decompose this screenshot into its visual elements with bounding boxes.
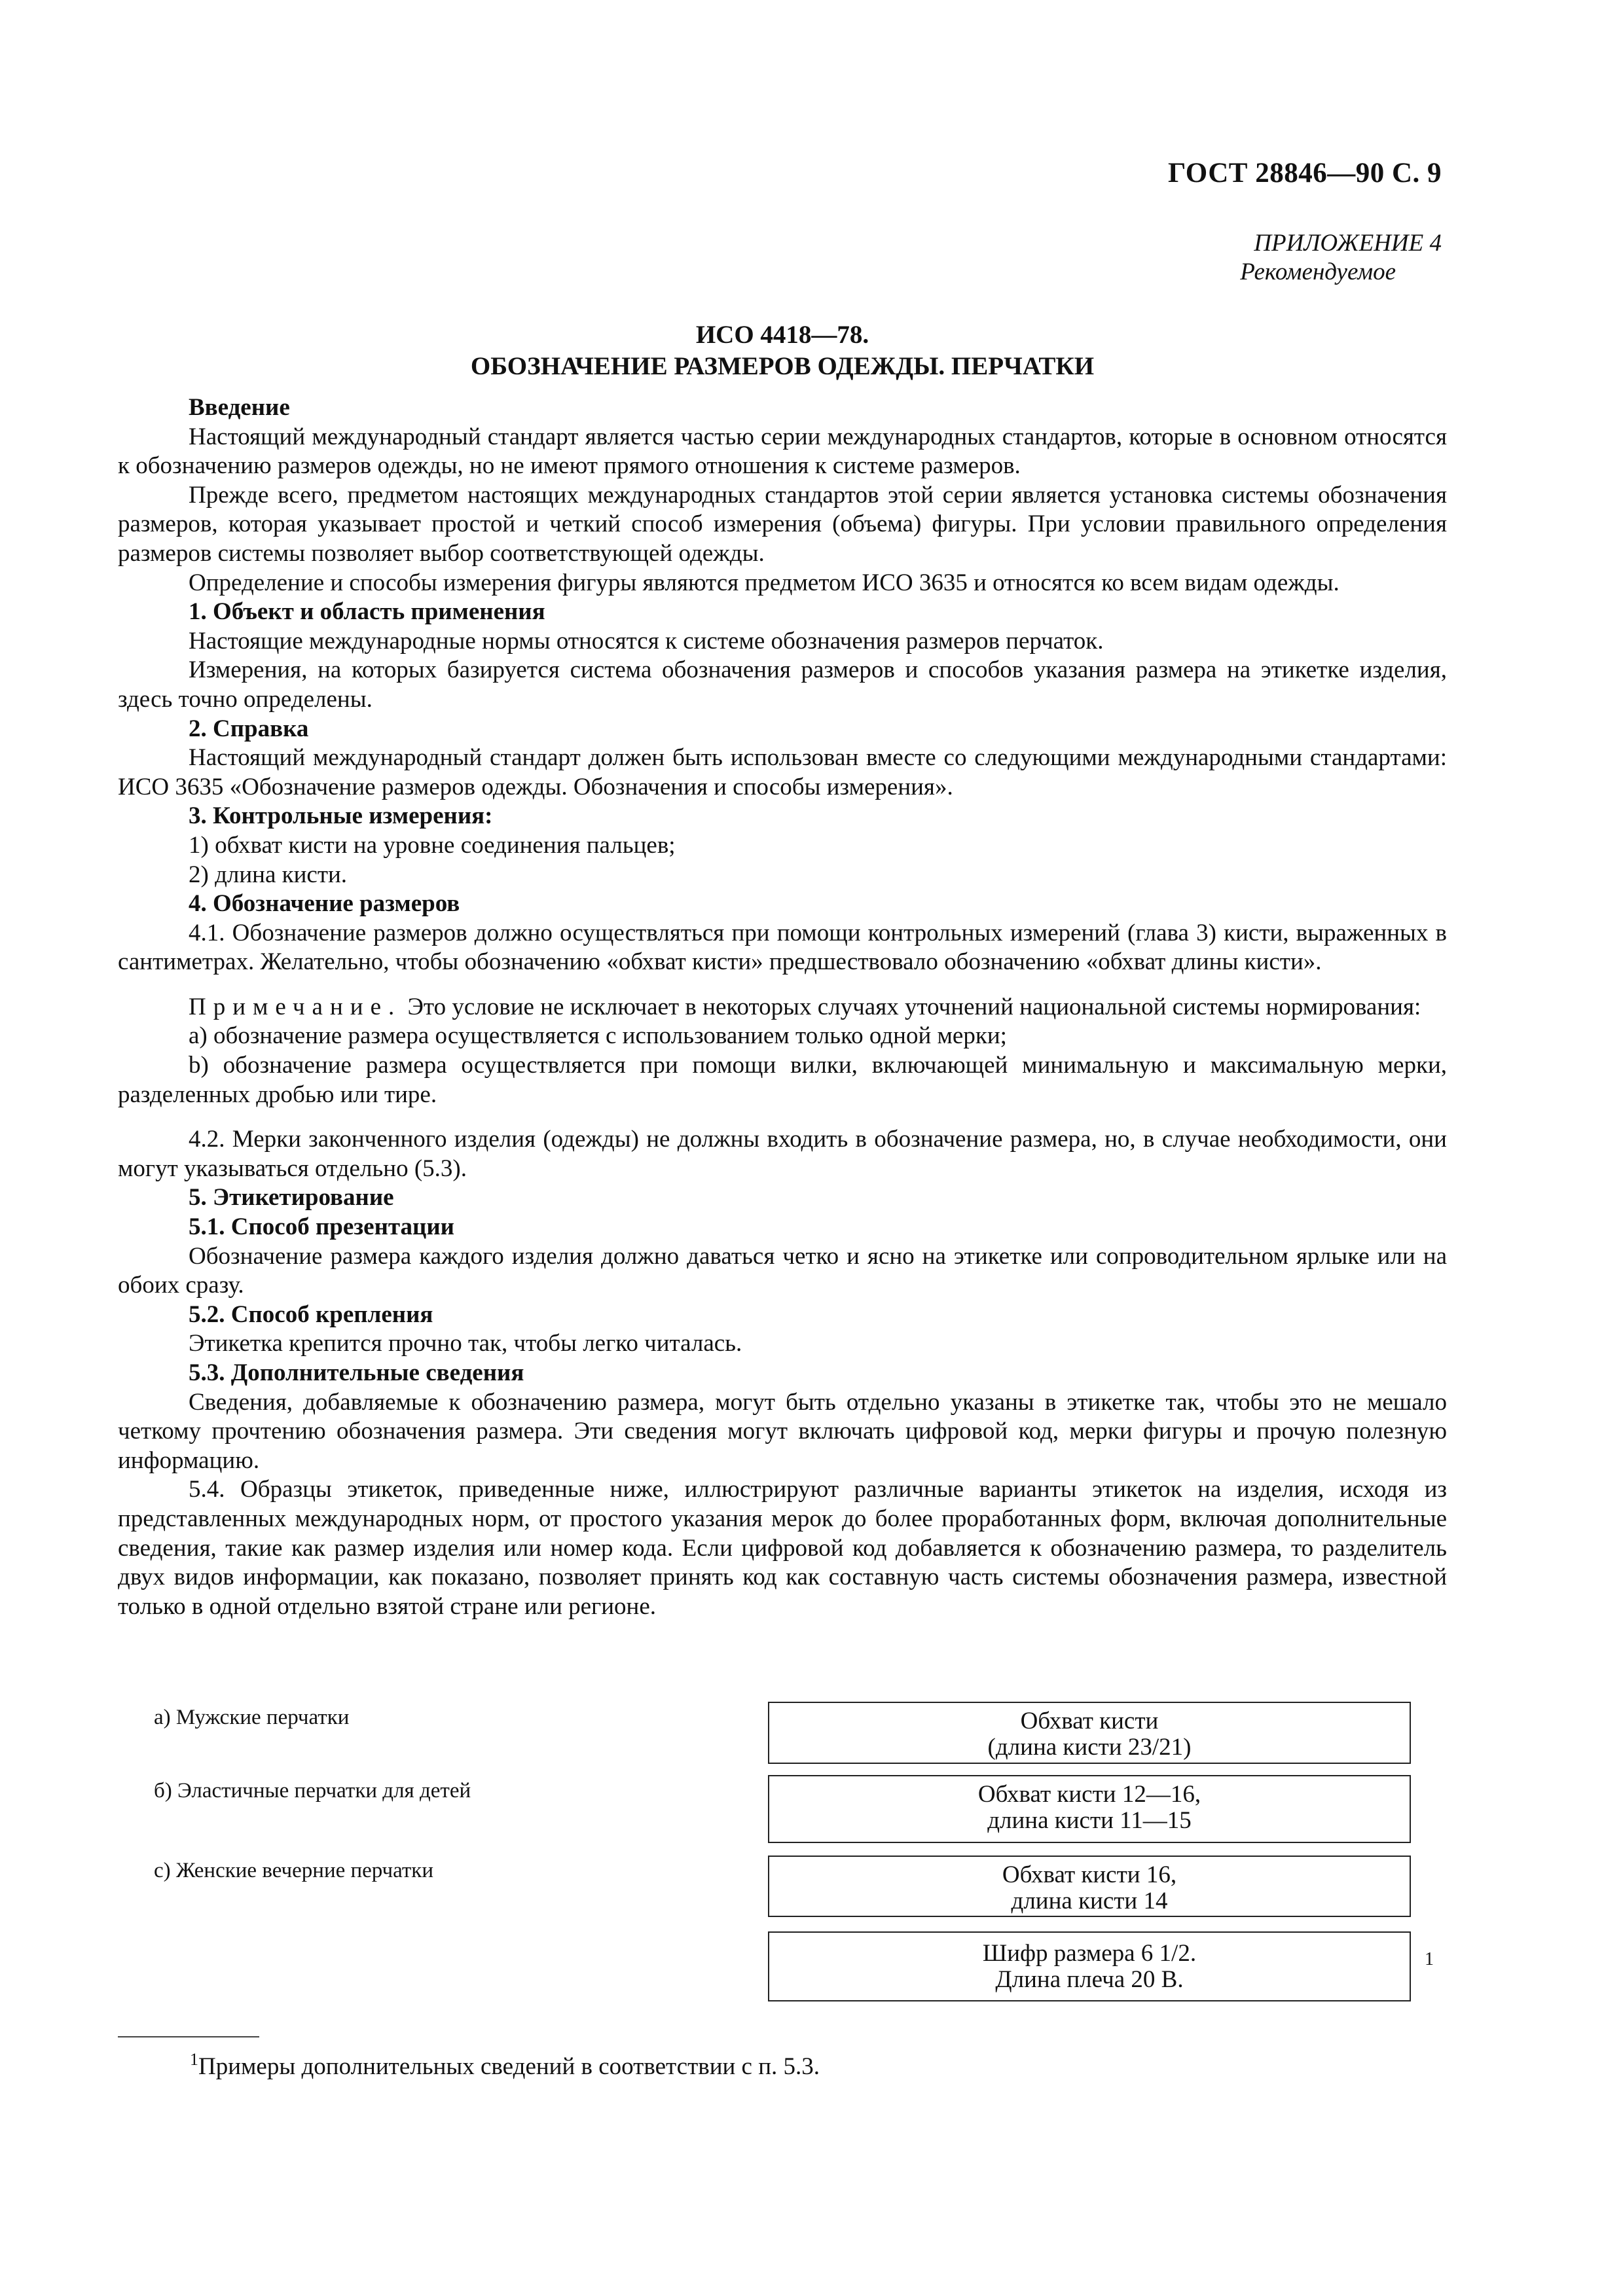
section-3-item-2: 2) длина кисти.	[189, 861, 348, 888]
document-body	[118, 393, 1447, 1621]
appendix-title: ПРИЛОЖЕНИЕ 4	[1254, 230, 1442, 257]
box-b-line-2: длина кисти 11—15	[987, 1807, 1192, 1834]
title-line-1: ИСО 4418—78.	[695, 321, 869, 349]
section-3-item-1: 1) обхват кисти на уровне соединения пальцев;	[189, 831, 676, 859]
section-5-2-paragraph: Этикетка крепится прочно так, чтобы легко читалась.	[189, 1330, 742, 1357]
size-label-box-b	[768, 1775, 1411, 1843]
section-5-4-paragraph: 5.4. Образцы этикеток, приведенные ниже, иллюстрируют различные варианты этикеток на изделия, исходя из представленных международных норм, от простого указания мерок до более проработанных форм, включая дополнительные сведения, такие как размер изделия или номер кода. Если цифровой код добавляется к обозначению размера, то разделитель двух видов информации, как показано, позволяет принять код как составную часть системы обозначения размера, известной только в одной отдельно взятой стране или регионе.	[118, 1476, 1447, 1620]
intro-heading: Введение	[189, 394, 290, 421]
example-label-a: а) Мужские перчатки	[154, 1706, 350, 1729]
example-label-c: с) Женские вечерние перчатки	[154, 1859, 433, 1882]
section-1-heading: 1. Объект и область применения	[189, 598, 545, 626]
spacer	[118, 1109, 1447, 1125]
size-label-box-c	[768, 1856, 1411, 1917]
section-1-paragraph-1: Настоящие международные нормы относятся к системе обозначения размеров перчаток.	[189, 627, 1104, 655]
footnote-divider	[118, 2036, 259, 2037]
note-item-b: b) обозначение размера осуществляется при помощи вилки, включающей минимальную и максимальную мерки, разделенных дробью или тире.	[118, 1052, 1447, 1108]
size-label-box-a	[768, 1702, 1411, 1764]
section-5-2-heading: 5.2. Способ крепления	[189, 1300, 433, 1328]
note-text: Это условие не исключает в некоторых случаях уточнений национальной системы нормирования:	[401, 993, 1421, 1020]
box-b-line-1: Обхват кисти 12—16,	[977, 1781, 1201, 1808]
section-5-1-heading: 5.1. Способ презентации	[189, 1213, 454, 1241]
section-2-heading: 2. Справка	[189, 715, 309, 742]
footnote-marker: 1	[190, 2050, 198, 2069]
box-d-line-2: Длина плеча 20 В.	[995, 1966, 1184, 1993]
section-1-paragraph-2: Измерения, на которых базируется система обозначения размеров и способов указания размера на этикетке изделия, здесь точно определены.	[118, 656, 1447, 713]
note-label: Примечание.	[189, 993, 402, 1020]
intro-paragraph-2: Прежде всего, предметом настоящих международных стандартов этой серии является установка системы обозначения размеров, которая указывает простой и четкий способ измерения (объема) фигуры. При условии правильного определения размеров системы позволяет выбор соответствующей одежды.	[118, 481, 1447, 567]
section-4-heading: 4. Обозначение размеров	[189, 890, 460, 918]
note-paragraph	[118, 993, 1447, 1022]
box-c-line-2: длина кисти 14	[1011, 1888, 1168, 1914]
box-d-line-1: Шифр размера 6 1/2.	[982, 1940, 1197, 1967]
appendix-marker	[1240, 229, 1442, 287]
footnote-reference-marker: 1	[1425, 1949, 1434, 1969]
section-4-2-paragraph: 4.2. Мерки законченного изделия (одежды) не должны входить в обозначение размера, но, в случае необходимости, они могут указываться отдельно (5.3).	[118, 1126, 1447, 1182]
section-5-3-paragraph: Сведения, добавляемые к обозначению размера, могут быть отдельно указаны в этикетке так, чтобы это не мешало четкому прочтению обозначения размера. Эти сведения могут включать цифровой код, мерки фигуры и прочую полезную информацию.	[118, 1388, 1447, 1474]
footnote	[190, 2050, 820, 2081]
section-5-1-paragraph: Обозначение размера каждого изделия должно даваться четко и ясно на этикетке или сопроводительном ярлыке или на обоих сразу.	[118, 1242, 1447, 1299]
section-4-1-paragraph: 4.1. Обозначение размеров должно осуществляться при помощи контрольных измерений (глава 3) кисти, выраженных в сантиметрах. Желательно, чтобы обозначению «обхват кисти» предшествовало обозначению «обхват длины кисти».	[118, 919, 1447, 976]
spacer	[118, 977, 1447, 993]
box-a-line-2: (длина кисти 23/21)	[987, 1734, 1192, 1761]
size-label-box-d	[768, 1931, 1411, 2001]
note-item-a: a) обозначение размера осуществляется с использованием только одной мерки;	[189, 1022, 1007, 1050]
example-label-b: б) Эластичные перчатки для детей	[154, 1779, 471, 1803]
intro-paragraph-3: Определение и способы измерения фигуры являются предметом ИСО 3635 и относятся ко всем видам одежды.	[189, 569, 1340, 596]
appendix-subtitle: Рекомендуемое	[1240, 259, 1396, 285]
title-line-2: ОБОЗНАЧЕНИЕ РАЗМЕРОВ ОДЕЖДЫ. ПЕРЧАТКИ	[470, 352, 1095, 380]
box-a-line-1: Обхват кисти	[1020, 1708, 1159, 1734]
standard-page-code: ГОСТ 28846—90 С. 9	[1167, 158, 1442, 188]
section-3-heading: 3. Контрольные измерения:	[189, 802, 493, 830]
document-title	[118, 319, 1447, 382]
intro-paragraph-1: Настоящий международный стандарт является частью серии международных стандартов, которые в основном относятся к обозначению размеров одежды, но не имеют прямого отношения к системе размеров.	[118, 423, 1447, 480]
footnote-text: Примеры дополнительных сведений в соответствии с п. 5.3.	[198, 2053, 820, 2080]
section-5-heading: 5. Этикетирование	[189, 1184, 394, 1211]
section-5-3-heading: 5.3. Дополнительные сведения	[189, 1359, 524, 1386]
section-2-paragraph-1: Настоящий международный стандарт должен быть использован вместе со следующими международными стандартами: ИСО 3635 «Обозначение размеров одежды. Обозначения и способы измерения».	[118, 744, 1447, 800]
box-c-line-1: Обхват кисти 16,	[1002, 1861, 1177, 1888]
